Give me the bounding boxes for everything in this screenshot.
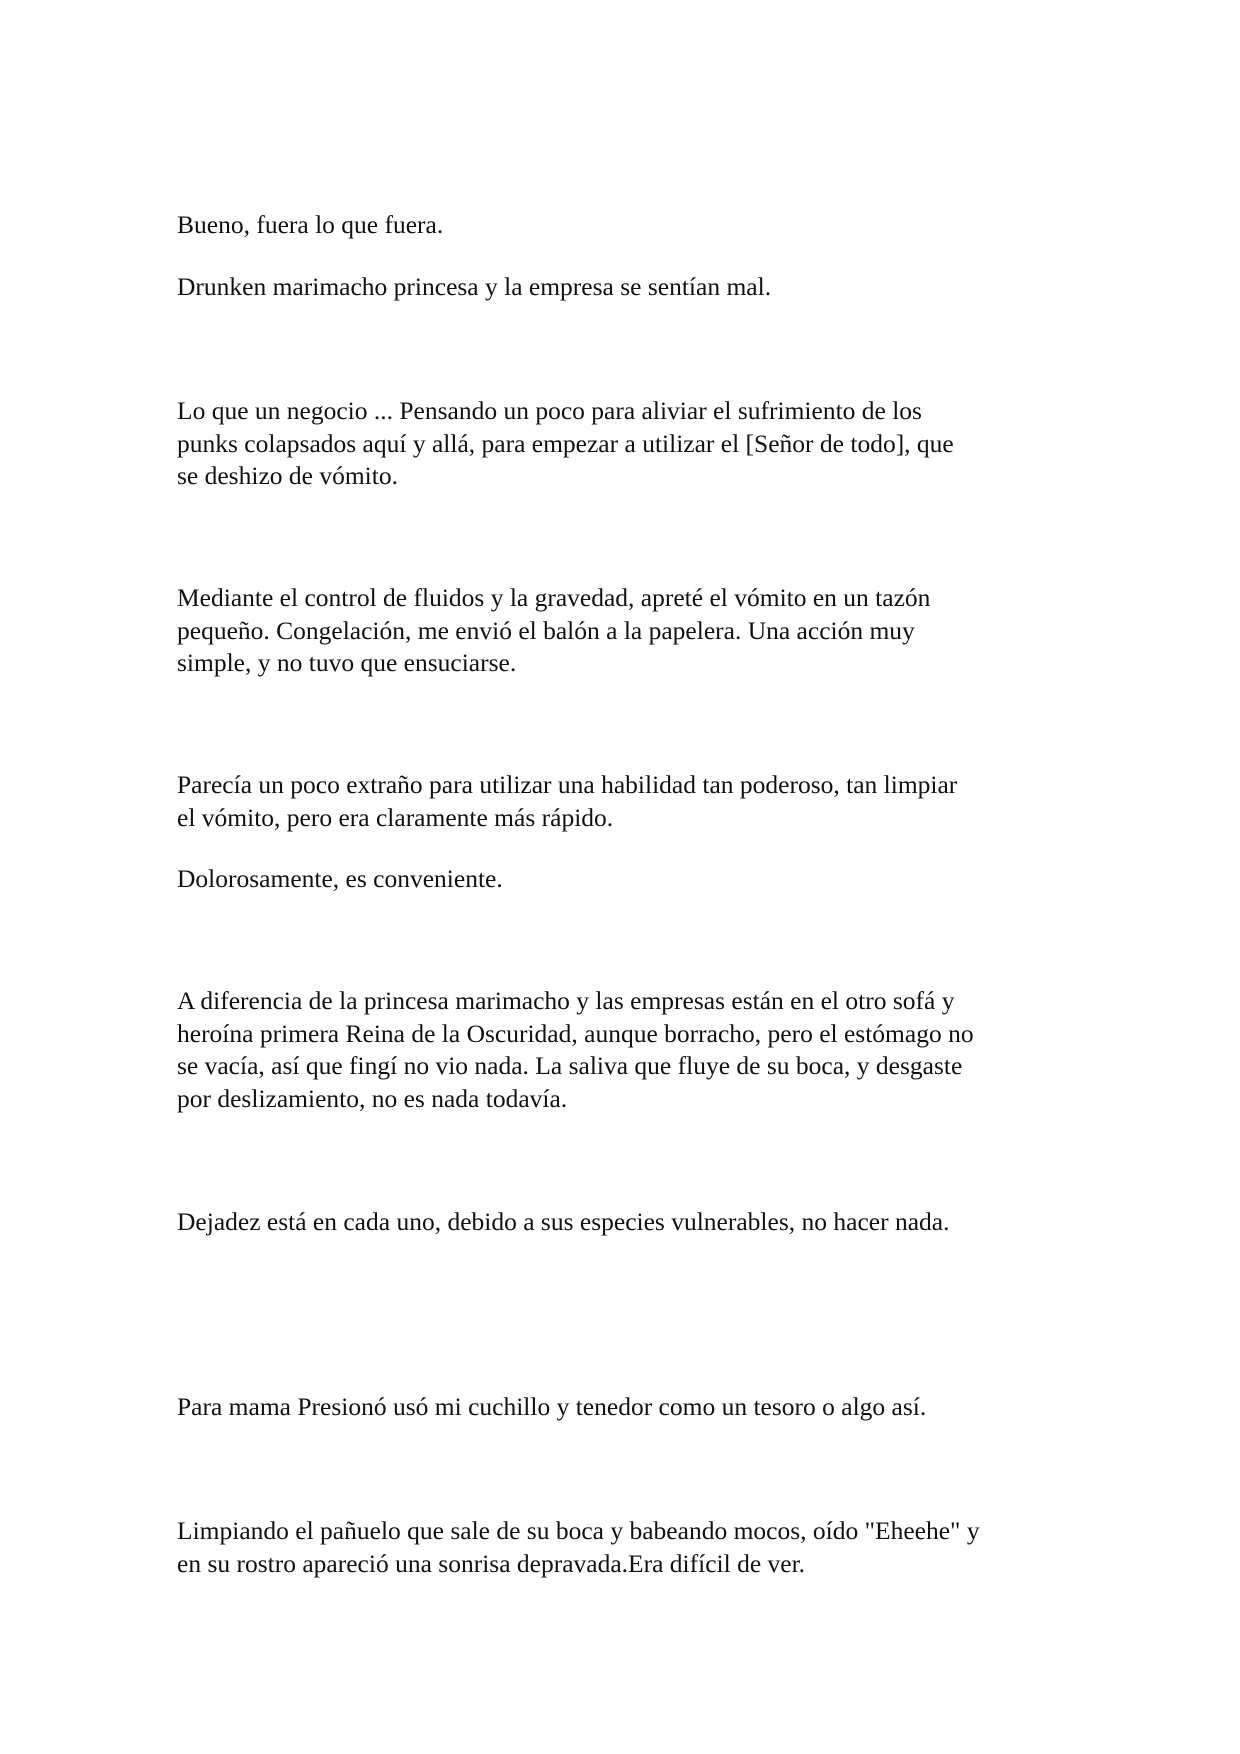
paragraph: A diferencia de la princesa marimacho y las empresas están en el otro sofá y heroína primera Reina de la Oscuridad, aunque borracho, pero el estómago no se vacía, así que fingí no vio nada. La saliva que fluye de su boca, y desgaste por deslizamiento, no es nada todavía.: [177, 986, 974, 1113]
paragraph: Drunken marimacho princesa y la empresa se sentían mal.: [177, 272, 772, 301]
paragraph: Lo que un negocio ... Pensando un poco para aliviar el sufrimiento de los punks colapsados aquí y allá, para empezar a utilizar el [Señor de todo], que se deshizo de vómito.: [177, 396, 954, 490]
paragraph: Parecía un poco extraño para utilizar una habilidad tan poderoso, tan limpiar el vómito, pero era claramente más rápido.: [177, 770, 958, 832]
paragraph: Dejadez está en cada uno, debido a sus especies vulnerables, no hacer nada.: [177, 1207, 950, 1236]
paragraph: Dolorosamente, es conveniente.: [177, 864, 503, 893]
paragraph: Limpiando el pañuelo que sale de su boca y babeando mocos, oído "Eheehe" y en su rostro apareció una sonrisa depravada.Era difícil de ver.: [177, 1516, 980, 1578]
paragraph: Mediante el control de fluidos y la gravedad, apreté el vómito en un tazón pequeño. Congelación, me envió el balón a la papelera. Una acción muy simple, y no tuvo que ensuciarse.: [177, 583, 931, 677]
paragraph: Bueno, fuera lo que fuera.: [177, 210, 444, 239]
paragraph: Para mama Presionó usó mi cuchillo y tenedor como un tesoro o algo así.: [177, 1392, 927, 1421]
